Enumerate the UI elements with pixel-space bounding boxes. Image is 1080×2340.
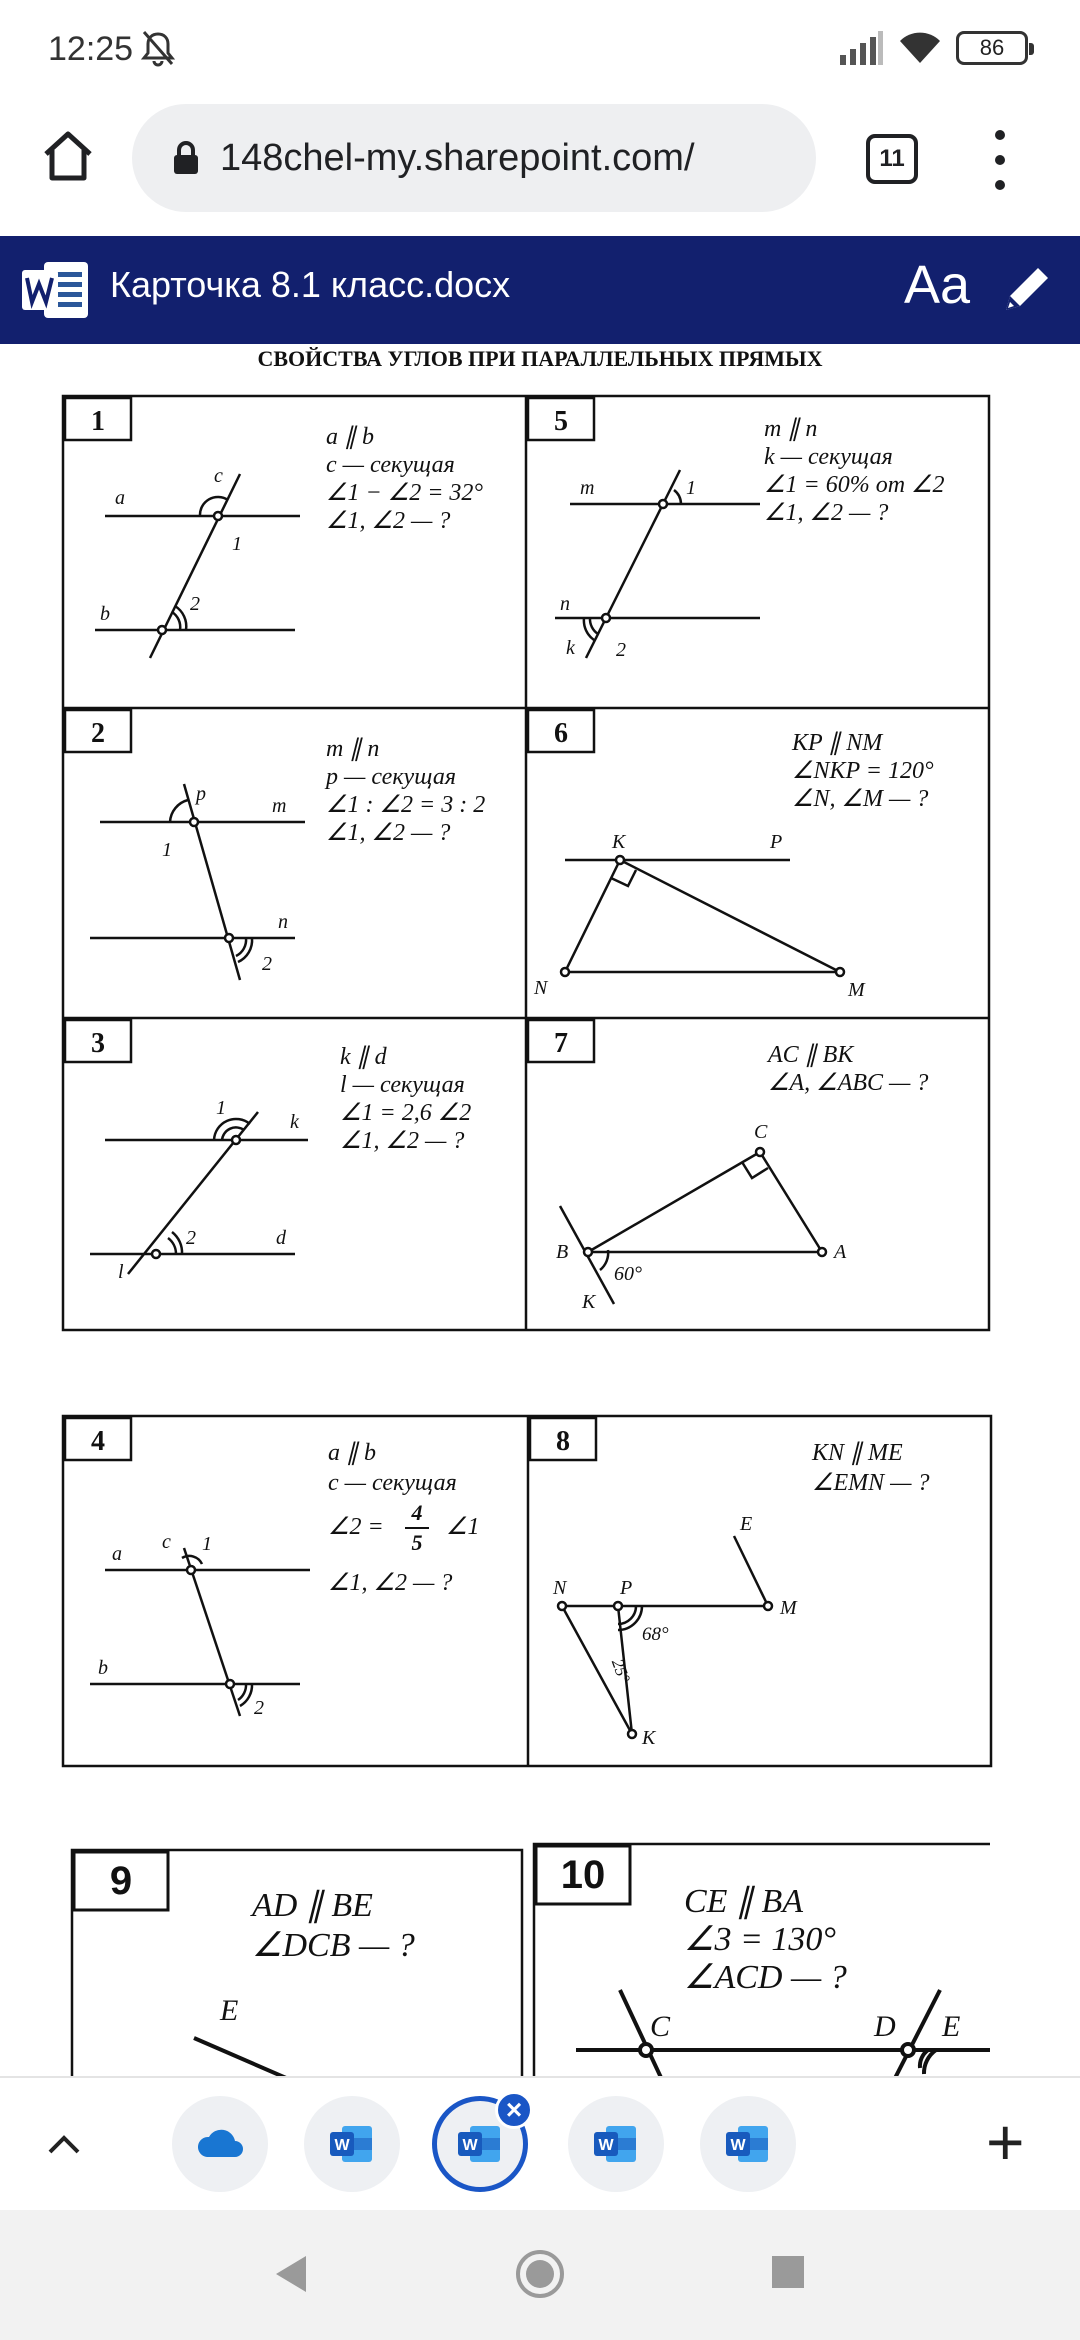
label: K — [612, 831, 626, 853]
condition: AD ∥ BE — [252, 1887, 373, 1924]
label: a — [115, 487, 125, 509]
svg-text:W: W — [334, 2137, 350, 2154]
lock-icon — [172, 141, 200, 175]
condition: ∠DCB — ? — [252, 1927, 415, 1964]
diagram-4 — [90, 1548, 310, 1716]
browser-toolbar — [0, 100, 1080, 236]
word-icon — [594, 2124, 638, 2164]
condition: k — секущая — [764, 444, 893, 470]
status-bar — [0, 0, 1080, 100]
condition: c — секущая — [328, 1470, 457, 1496]
cards-grid-middle — [63, 1416, 991, 1766]
condition: ∠1, ∠2 — ? — [326, 820, 451, 846]
label: 60° — [614, 1263, 642, 1285]
onedrive-button[interactable] — [172, 2096, 268, 2192]
condition: l — секущая — [340, 1072, 465, 1098]
svg-text:W: W — [598, 2137, 614, 2154]
word-icon — [458, 2124, 502, 2164]
word-doc-button-1[interactable] — [304, 2096, 400, 2192]
label: l — [118, 1261, 124, 1283]
battery-level: 86 — [979, 35, 1005, 60]
condition: ∠A, ∠ABC — ? — [768, 1070, 929, 1096]
label: 2 — [262, 953, 272, 975]
diagram-9-line — [194, 2038, 300, 2076]
address-bar[interactable] — [132, 104, 816, 212]
card-number: 7 — [554, 1028, 568, 1059]
diagram-6 — [561, 856, 844, 976]
label: m — [272, 795, 287, 817]
card-number: 4 — [91, 1426, 105, 1457]
condition: AC ∥ BK — [768, 1042, 854, 1068]
label: P — [620, 1577, 633, 1599]
label: 68° — [642, 1624, 669, 1645]
status-time: 12:25 — [48, 30, 134, 68]
bell-off-icon — [138, 28, 178, 68]
battery-icon — [956, 31, 1028, 65]
word-icon — [330, 2124, 374, 2164]
label: b — [100, 603, 110, 625]
label: K — [642, 1727, 656, 1749]
condition: ∠1 : ∠2 = 3 : 2 — [326, 792, 486, 818]
label: 1 — [162, 839, 172, 861]
condition: m ∥ n — [326, 736, 380, 762]
condition: ∠N, ∠M — ? — [792, 786, 929, 812]
condition: k ∥ d — [340, 1044, 387, 1070]
system-navigation-bar — [0, 2210, 1080, 2340]
label: b — [98, 1657, 108, 1679]
card-number: 9 — [109, 1859, 133, 1903]
card-4 — [65, 1418, 480, 1719]
signal-icon — [838, 31, 884, 65]
label: N — [534, 977, 548, 999]
card-8 — [530, 1418, 930, 1749]
condition: p — секущая — [326, 764, 457, 790]
edit-pencil-icon[interactable] — [996, 260, 1056, 320]
diagram-7 — [560, 1148, 826, 1304]
card-1 — [65, 398, 483, 658]
label: 2 — [190, 593, 200, 615]
card-7 — [528, 1020, 928, 1313]
label: D — [874, 2010, 896, 2043]
card-2 — [65, 710, 485, 980]
condition: ∠1 = 2,6 ∠2 — [340, 1100, 472, 1126]
cards-grid-bottom — [72, 1844, 990, 2076]
card-number: 10 — [560, 1853, 606, 1897]
condition: ∠1, ∠2 — ? — [340, 1128, 465, 1154]
app-task-bar — [0, 2076, 1080, 2210]
home-icon[interactable] — [40, 128, 96, 184]
word-icon — [726, 2124, 770, 2164]
label: n — [560, 593, 570, 615]
label: a — [112, 1543, 122, 1565]
label: 25° — [607, 1656, 634, 1686]
condition: ∠2 = — [328, 1514, 384, 1540]
close-tab-icon[interactable]: × — [495, 2091, 533, 2129]
condition: a ∥ b — [328, 1440, 376, 1466]
label: B — [556, 1241, 569, 1263]
label: A — [834, 1241, 847, 1263]
label: d — [276, 1227, 286, 1249]
condition: ∠1 − ∠2 = 32° — [326, 480, 484, 506]
document-heading: СВОЙСТВА УГЛОВ ПРИ ПАРАЛЛЕЛЬНЫХ ПРЯМЫХ — [257, 346, 823, 371]
diagram-10 — [576, 1990, 990, 2076]
document-title: Карточка 8.1 класс.docx — [110, 264, 511, 305]
label: m — [580, 477, 595, 499]
label: 2 — [186, 1227, 196, 1249]
card-5 — [528, 398, 945, 661]
back-icon[interactable] — [270, 2252, 310, 2296]
condition: ∠NKP = 120° — [792, 758, 934, 784]
fraction-denominator: 5 — [411, 1530, 423, 1555]
label: n — [278, 911, 288, 933]
card-number: 2 — [91, 718, 105, 749]
new-tab-plus-icon[interactable]: + — [986, 2105, 1025, 2179]
label: 1 — [232, 533, 242, 555]
document-viewer[interactable] — [0, 344, 1080, 2076]
label: C — [754, 1121, 768, 1143]
wifi-icon — [898, 31, 942, 65]
condition: ∠1, ∠2 — ? — [326, 508, 451, 534]
label: M — [780, 1597, 797, 1619]
condition: a ∥ b — [326, 424, 374, 450]
label: 1 — [202, 1533, 212, 1555]
label: E — [740, 1513, 753, 1535]
card-number: 1 — [91, 406, 105, 437]
label: K — [582, 1291, 596, 1313]
condition: KP ∥ NM — [792, 730, 883, 756]
card-number: 5 — [554, 406, 568, 437]
home-circle-icon[interactable] — [514, 2248, 566, 2300]
card-9 — [74, 1852, 415, 2076]
card-number: 8 — [556, 1426, 570, 1457]
word-doc-button-3[interactable] — [700, 2096, 796, 2192]
condition: ∠3 = 130° — [684, 1921, 837, 1958]
chevron-up-icon[interactable] — [44, 2124, 84, 2164]
condition: ∠1 = 60% от ∠2 — [764, 472, 945, 498]
label: k — [566, 637, 575, 659]
card-number: 6 — [554, 718, 568, 749]
onedrive-icon — [195, 2127, 245, 2161]
svg-text:W: W — [462, 2137, 478, 2154]
label: c — [162, 1531, 171, 1553]
label: 1 — [686, 477, 696, 499]
fraction-numerator: 4 — [411, 1500, 423, 1525]
label: c — [214, 465, 223, 487]
recents-square-icon[interactable] — [770, 2254, 806, 2290]
word-logo-icon — [22, 258, 90, 322]
card-3 — [65, 1020, 471, 1283]
condition: ∠1, ∠2 — ? — [328, 1570, 453, 1596]
condition: m ∥ n — [764, 416, 818, 442]
word-header — [0, 236, 1080, 344]
label: P — [770, 831, 783, 853]
word-doc-button-active[interactable] — [432, 2096, 528, 2192]
condition: ∠1 — [446, 1514, 480, 1540]
label: E — [220, 1994, 239, 2027]
label: E — [942, 2010, 961, 2043]
condition: ∠ACD — ? — [684, 1959, 847, 1996]
cards-grid-top — [63, 396, 989, 1330]
card-10 — [536, 1846, 990, 2076]
card-number: 3 — [91, 1028, 105, 1059]
word-doc-button-2[interactable] — [568, 2096, 664, 2192]
condition: ∠1, ∠2 — ? — [764, 500, 889, 526]
tab-switcher-button[interactable]: 11 — [866, 134, 918, 184]
diagram-3 — [90, 1112, 308, 1274]
label: C — [650, 2010, 671, 2043]
condition: CE ∥ BA — [684, 1883, 803, 1920]
font-size-button[interactable]: Aa — [904, 255, 971, 315]
label: p — [196, 783, 206, 805]
url-text: 148chel-my.sharepoint.com/ — [220, 136, 695, 179]
label: M — [848, 979, 865, 1001]
condition: c — секущая — [326, 452, 455, 478]
card-6 — [528, 710, 934, 1001]
svg-text:W: W — [730, 2137, 746, 2154]
label: 2 — [616, 639, 626, 661]
label: N — [553, 1577, 567, 1599]
diagram-1 — [95, 474, 300, 658]
condition: KN ∥ ME — [812, 1440, 903, 1466]
label: k — [290, 1111, 299, 1133]
label: 1 — [216, 1097, 226, 1119]
condition: ∠EMN — ? — [812, 1470, 930, 1496]
overflow-menu-icon[interactable] — [990, 130, 1010, 190]
label: 2 — [254, 1697, 264, 1719]
